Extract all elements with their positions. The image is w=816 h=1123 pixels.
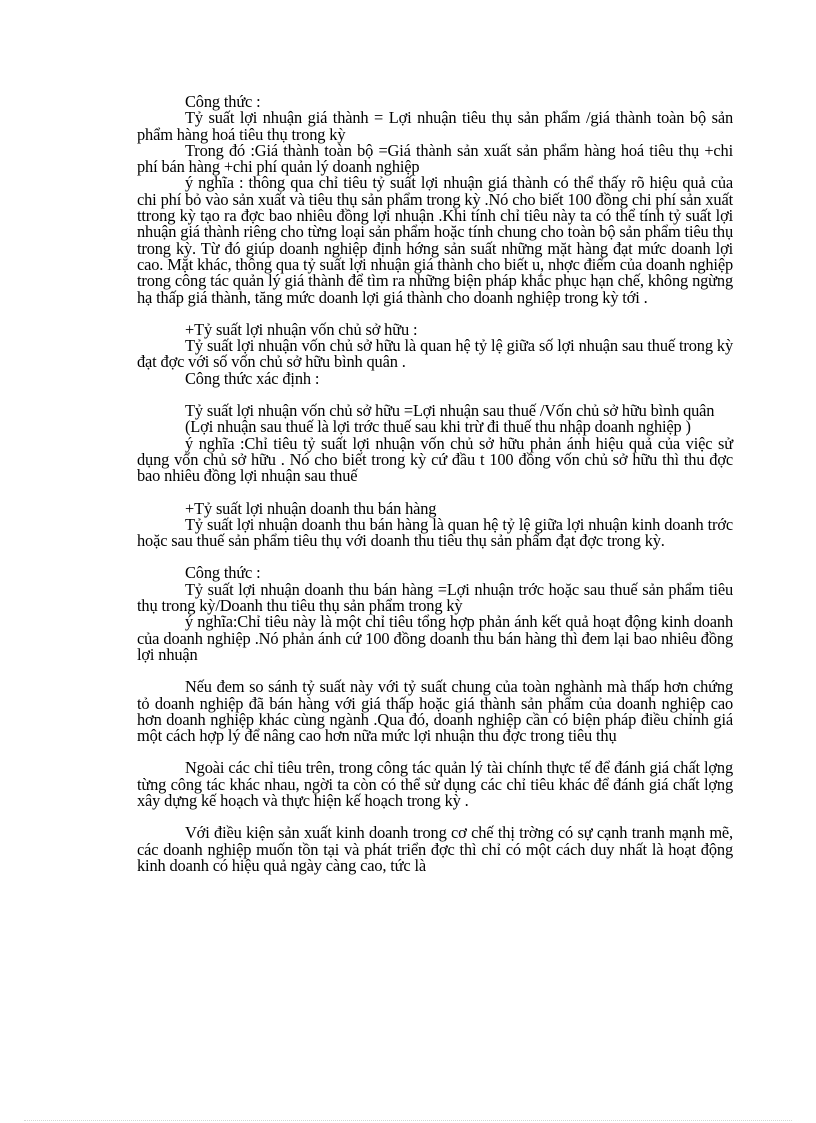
paragraph: +Tỷ suất lợi nhuận doanh thu bán hàng bbox=[185, 498, 437, 518]
paragraph: ý nghĩa : thông qua chỉ tiêu tỷ suất lợi nhuận giá thành có thể thấy rõ hiệu quả của chi phí bỏ vào sản xuất và tiêu thụ sản phẩm trong kỳ .Nó cho biết 100 đồng chi phí sản xuất ttrong kỳ tạo ra đợc bao nhiêu đồng lợi nhuận .Khi tính chỉ tiêu này ta có thể tính tỷ suất lợi nhuận giá thành riêng cho từng loại sản phẩm hoặc tính chung cho toàn bộ sản phẩm tiêu thụ trong kỳ. Từ đó giúp doanh nghiệp định hớng sản suất những mặt hàng đạt mức doanh lợi cao. Mặt khác, thông qua tỷ suất lợi nhuận giá thành cho biết u, nhợc điểm của doanh nghiệp trong công tác quản lý giá thành để tìm ra những biện pháp khắc phục hạn chế, không ngừng hạ thấp giá thành, tăng mức doanh lợi giá thành cho doanh nghiệp trong kỳ tới . bbox=[137, 173, 733, 307]
paragraph: Tỷ suất lợi nhuận doanh thu bán hàng là quan hệ tỷ lệ giữa lợi nhuận kinh doanh trớc hoặc sau thuế sản phẩm tiêu thụ với doanh thu tiêu thụ sản phẩm đạt đợc trong kỳ. bbox=[137, 514, 733, 551]
paragraph: ý nghĩa :Chỉ tiêu tỷ suất lợi nhuận vốn chủ sở hữu phản ánh hiệu quả của việc sử dụng vốn chủ sở hữu . Nó cho biết trong kỳ cứ đầu t 100 đồng vốn chủ sở hữu thì thu đợc bao nhiêu đồng lợi nhuận sau thuế bbox=[137, 433, 733, 486]
paragraph: Nếu đem so sánh tỷ suất này với tỷ suất chung của toàn nghành mà thấp hơn chứng tỏ doanh nghiệp đã bán hàng với giá thấp hoặc giá thành sản phẩm của doanh nghiệp cao hơn doanh nghiệp khác cùng ngành .Qua đó, doanh nghiệp cần có biện pháp điều chỉnh giá một cách hợp lý để nâng cao hơn nữa mức lợi nhuận thu đợc trong tiêu thụ bbox=[137, 677, 733, 746]
paragraph: Công thức xác định : bbox=[185, 368, 320, 388]
paragraph: Công thức : bbox=[185, 92, 261, 111]
paragraph: (Lợi nhuận sau thuế là lợi trớc thuế sau khi trừ đi thuế thu nhập doanh nghiệp ) bbox=[185, 417, 691, 437]
paragraph: Tỷ suất lợi nhuận doanh thu bán hàng =Lợi nhuận trớc hoặc sau thuế sản phẩm tiêu thụ trong kỳ/Doanh thu tiêu thụ sản phẩm trong kỳ bbox=[137, 579, 733, 616]
paragraph: Tỷ suất lợi nhuận vốn chủ sở hữu =Lợi nhuận sau thuế /Vốn chủ sở hữu bình quân bbox=[185, 401, 715, 421]
paragraph: Với điều kiện sản xuất kinh doanh trong cơ chế thị trờng có sự cạnh tranh mạnh mẽ, các doanh nghiệp muốn tồn tại và phát triển đợc thì chỉ có một cách duy nhất là hoạt động kinh doanh có hiệu quả ngày càng cao, tức là bbox=[137, 823, 733, 875]
paragraph: +Tỷ suất lợi nhuận vốn chủ sở hữu : bbox=[185, 319, 418, 339]
page-bottom-border bbox=[24, 1120, 792, 1121]
paragraph: ý nghĩa:Chỉ tiêu này là một chỉ tiêu tổng hợp phản ánh kết quả hoạt động kinh doanh của doanh nghiệp .Nó phản ánh cứ 100 đồng doanh thu bán hàng thì đem lại bao nhiêu đồng lợi nhuận bbox=[137, 612, 733, 664]
document-body bbox=[137, 94, 733, 874]
paragraph: Trong đó :Giá thành toàn bộ =Giá thành sản xuất sản phẩm hàng hoá tiêu thụ +chi phí bán hàng +chi phí quản lý doanh nghiệp bbox=[137, 140, 733, 177]
paragraph: Công thức : bbox=[185, 563, 261, 583]
paragraph: Tỷ suất lợi nhuận giá thành = Lợi nhuận tiêu thụ sản phẩm /giá thành toàn bộ sản phẩm hàng hoá tiêu thụ trong kỳ bbox=[137, 108, 733, 144]
paragraph: Ngoài các chỉ tiêu trên, trong công tác quản lý tài chính thực tế để đánh giá chất lợng từng công tác khác nhau, ngời ta còn có thể sử dụng các chỉ tiêu khác để đánh giá chất lợng xây dựng kế hoạch và thực hiện kế hoạch trong kỳ . bbox=[137, 758, 733, 810]
paragraph: Tỷ suất lợi nhuận vốn chủ sở hữu là quan hệ tỷ lệ giữa số lợi nhuận sau thuế trong kỳ đạt đợc với số vốn chủ sở hữu bình quân . bbox=[137, 336, 733, 372]
